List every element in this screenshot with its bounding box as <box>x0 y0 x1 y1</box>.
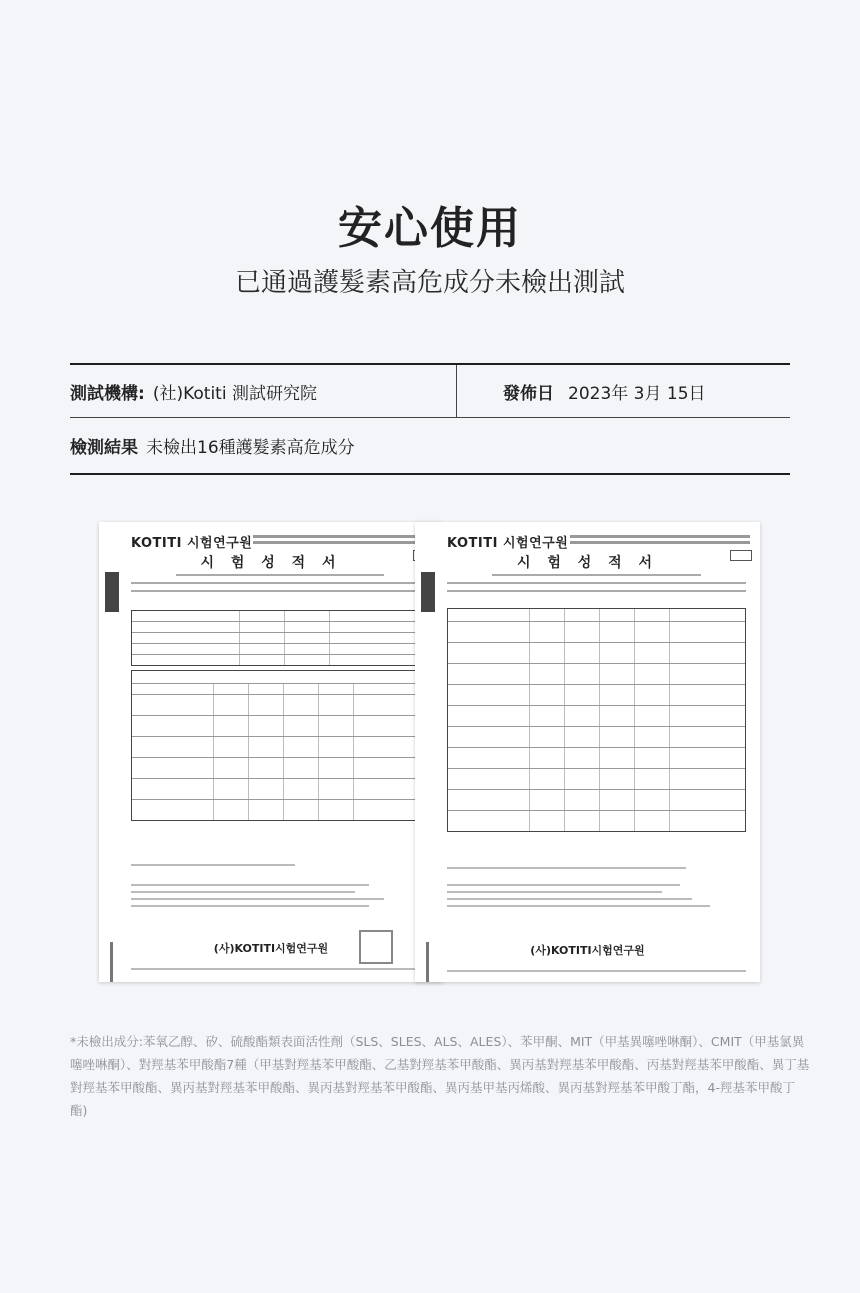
document-header <box>131 532 433 554</box>
footnote-ingredients: *未檢出成分:苯氧乙醇、矽、硫酸酯類表面活性劑（SLS、SLES、ALS、ALES）、苯甲酮、MIT（甲基異噻唑啉酮）、CMIT（甲基氯異噻唑啉酮）、對羥基苯甲酸酯7種（甲基對羥基苯甲酸酯、乙基對羥基苯甲酸酯、異丙基對羥基苯甲酸酯、丙基對羥基苯甲酸酯、異丁基對羥基苯甲酸酯、異丙基對羥基苯甲酸酯、異丙基對羥基苯甲酸酯、異丙基甲基丙烯酸、異丙基對羥基苯甲酸丁酯，4-羥基苯甲酸丁酯) <box>70 1034 810 1118</box>
result-value: 未檢出16種護髮素高危成分 <box>146 438 355 458</box>
page-subtitle: 已通過護髮素高危成分未檢出測試 <box>234 268 625 298</box>
info-row-result <box>70 418 790 475</box>
kotiti-logo: KOTITI 시험연구원 <box>131 536 253 551</box>
certificate-document-1 <box>99 522 443 982</box>
test-info-table <box>70 363 790 475</box>
date-label: 發佈日 <box>503 383 554 404</box>
certificate-document-2 <box>415 522 760 982</box>
seal-stamp <box>359 930 393 964</box>
document-sidebar <box>421 562 435 972</box>
document-org: (사)KOTITI시험연구원 <box>530 944 645 957</box>
results-table <box>447 608 746 832</box>
result-label: 檢測結果 <box>70 438 138 458</box>
date-value: 2023年 3月 15日 <box>568 383 706 404</box>
document-sidebar <box>105 562 119 972</box>
document-title: 시 험 성 적 서 <box>200 555 342 571</box>
agency-cell <box>70 365 457 417</box>
info-row-agency-date <box>70 363 790 418</box>
document-title: 시 험 성 적 서 <box>516 555 659 571</box>
agency-value: (社)Kotiti 測試研究院 <box>152 383 317 404</box>
results-table <box>131 670 429 821</box>
document-header <box>447 532 750 554</box>
date-cell <box>457 365 790 417</box>
agency-label: 測試機構: <box>70 383 145 404</box>
document-org: (사)KOTITI시험연구원 <box>213 942 329 955</box>
applicant-table <box>131 610 429 666</box>
page-title: 安心使用 <box>338 203 522 254</box>
kotiti-logo: KOTITI 시험연구원 <box>447 536 569 551</box>
